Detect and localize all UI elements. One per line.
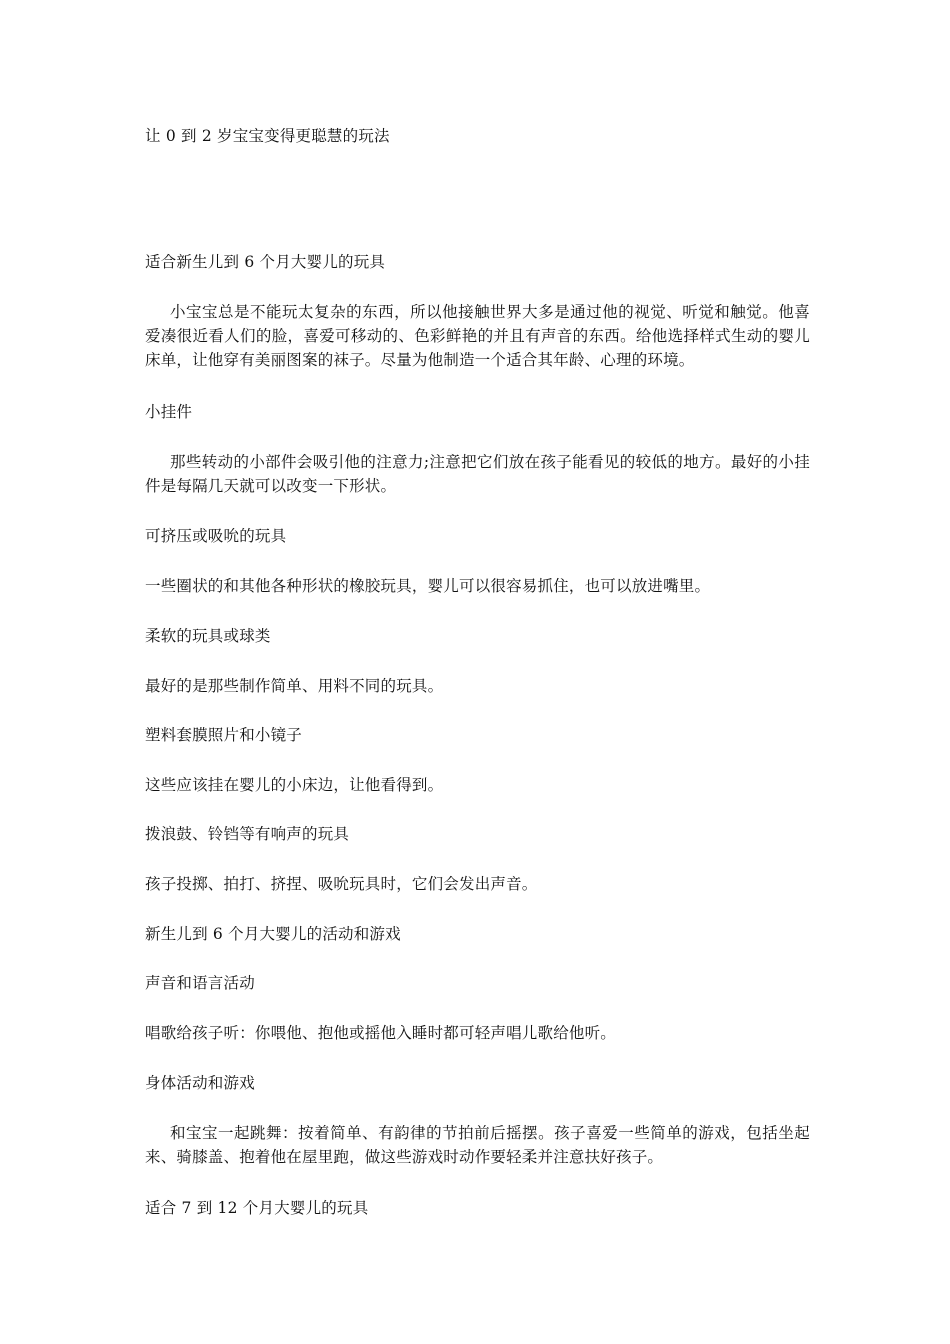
section-heading-newborn-toys: 适合新生儿到 6 个月大婴儿的玩具 [145,253,386,271]
section-heading-7-12-month-toys: 适合 7 到 12 个月大婴儿的玩具 [145,1199,369,1217]
paragraph-physical-games: 和宝宝一起跳舞：按着简单、有韵律的节拍前后摇摆。孩子喜爱一些简单的游戏，包括坐起来、骑膝盖、抱着他在屋里跑，做这些游戏时动作要轻柔并注意扶好孩子。 [145,1124,810,1166]
paragraph-sound-language: 唱歌给孩子听：你喂他、抱他或摇他入睡时都可轻声唱儿歌给他听。 [145,1024,617,1042]
paragraph-photos-mirrors: 这些应该挂在婴儿的小床边，让他看得到。 [145,776,444,794]
activity-heading-sound-language: 声音和语言活动 [145,974,255,992]
paragraph-rattles: 孩子投掷、拍打、挤捏、吸吮玩具时，它们会发出声音。 [145,875,538,893]
item-heading-squeeze-toys: 可挤压或吸吮的玩具 [145,527,287,545]
paragraph-squeeze-toys: 一些圈状的和其他各种形状的橡胶玩具，婴儿可以很容易抓住，也可以放进嘴里。 [145,577,711,595]
document-title: 让 0 到 2 岁宝宝变得更聪慧的玩法 [145,127,390,145]
item-heading-photos-mirrors: 塑料套膜照片和小镜子 [145,726,303,744]
paragraph-newborn-intro: 小宝宝总是不能玩太复杂的东西，所以他接触世界大多是通过他的视觉、听觉和触觉。他喜爱凑很近看人们的脸，喜爱可移动的、色彩鲜艳的并且有声音的东西。给他选择样式生动的婴儿床单，让他穿有美丽图案的袜子。尽量为他制造一个适合其年龄、心理的环境。 [145,303,810,369]
section-heading-newborn-activities: 新生儿到 6 个月大婴儿的活动和游戏 [145,925,401,943]
item-heading-rattles: 拨浪鼓、铃铛等有响声的玩具 [145,825,350,843]
paragraph-mobiles: 那些转动的小部件会吸引他的注意力;注意把它们放在孩子能看见的较低的地方。最好的小挂件是每隔几天就可以改变一下形状。 [145,453,810,495]
paragraph-soft-toys: 最好的是那些制作简单、用料不同的玩具。 [145,677,444,695]
item-heading-mobiles: 小挂件 [145,403,193,421]
activity-heading-physical-games: 身体活动和游戏 [145,1074,255,1092]
item-heading-soft-toys: 柔软的玩具或球类 [145,627,271,645]
